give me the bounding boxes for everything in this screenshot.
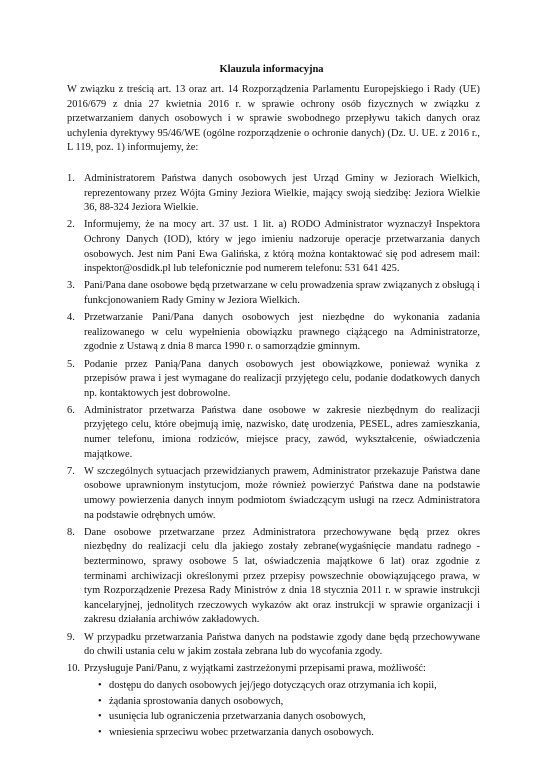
clause-number: 10. <box>67 663 80 675</box>
bullet-icon: • <box>98 679 102 691</box>
clause-text: Pani/Pana dane osobowe będą przetwarzane w celu prowadzenia spraw związanych z obsługą i funkcjonowaniem Rady Gminy w Jeziora Wielkich. <box>84 280 480 306</box>
clause-text: W szczególnych sytuacjach przewidzianych prawem, Administrator przekazuje Państwa dane osobowe uprawnionym instytucjom, może również powierzyć Państwa dane na podstawie umowy powierzenia danych innym podmiotom świadczącym usługi na rzecz Administratora na podstawie odrębnych umów. <box>84 465 480 521</box>
bullet-icon: • <box>98 726 102 738</box>
clause-item <box>67 172 480 216</box>
rights-item <box>98 726 480 741</box>
clause-number: 3. <box>67 280 75 292</box>
clause-item <box>67 526 480 628</box>
rights-text: żądania sprostowania danych osobowych, <box>109 695 284 707</box>
clause-item <box>67 662 480 740</box>
clause-item <box>67 218 480 276</box>
clause-number: 2. <box>67 219 75 231</box>
clause-number: 4. <box>67 312 75 324</box>
clause-item <box>67 279 480 308</box>
clause-item <box>67 404 480 462</box>
clause-text: Przysługuje Pani/Panu, z wyjątkami zastrzeżonymi przepisami prawa, możliwość: <box>84 663 426 675</box>
clause-number: 9. <box>67 631 75 643</box>
bullet-icon: • <box>98 711 102 723</box>
clause-item <box>67 465 480 523</box>
clause-text: Informujemy, że na mocy art. 37 ust. 1 lit. a) RODO Administrator wyznaczył Inspektora Ochrony Danych (IOD), który w jego imieniu nadzoruje operacje przetwarzania danych osobowych. Jest nim Pani Ewa Galińska, z którą można kontaktować się pod adresem mail: inspektor@osdidk.pl lub telefonicznie pod numerem telefonu: 531 641 425. <box>84 219 480 275</box>
document-title: Klauzula informacyjna <box>219 64 324 75</box>
rights-text: dostępu do danych osobowych jej/jego dotyczących oraz otrzymania ich kopii, <box>109 679 437 691</box>
clause-text: W przypadku przetwarzania Państwa danych na podstawie zgody dane będą przechowywane do chwili ustania celu w jakim została zebrana lub do wycofania zgody. <box>84 631 480 658</box>
clause-item <box>67 358 480 402</box>
clause-number: 1. <box>67 173 75 184</box>
rights-item <box>98 695 480 710</box>
intro-paragraph: W związku z treścią art. 13 oraz art. 14 Rozporządzenia Parlamentu Europejskiego i Rady (UE) 2016/679 z dnia 27 kwietnia 2016 r. w sprawie ochrony osób fizycznych w związku z przetwarzaniem danych osobowych i w sprawie swobodnego przepływu takich danych oraz uchylenia dyrektywy 95/46/WE (ogólne rozporządzenie o ochronie danych) (Dz. U. UE. z 2016 r., L 119, poz. 1) informujemy, że: <box>67 84 480 154</box>
clause-number: 7. <box>67 465 75 477</box>
clause-text: Przetwarzanie Pani/Pana danych osobowych jest niezbędne do wykonania zadania realizowanego w celu wypełnienia obowiązku prawnego ciążącego na Administratorze, zgodnie z Ustawą z dnia 8 marca 1990 r. o samorządzie gminnym. <box>84 312 480 353</box>
bullet-icon: • <box>98 695 102 707</box>
clause-text: Administrator przetwarza Państwa dane osobowe w zakresie niezbędnym do realizacji przyjętego celu, które obejmują imię, nazwisko, datę urodzenia, PESEL, adres zamieszkania, numer telefonu, imiona rodziców, miejsce pracy, zawód, wykształcenie, oświadczenia majątkowe. <box>84 404 480 460</box>
rights-text: usunięcia lub ograniczenia przetwarzania danych osobowych, <box>109 711 366 723</box>
rights-item <box>98 679 480 694</box>
clause-text: Administratorem Państwa danych osobowych jest Urząd Gminy w Jeziorach Wielkich, reprezentowany przez Wójta Gminy Jeziora Wielkie, mający swoją siedzibę: Jeziora Wielkie 36, 88-324 Jeziora Wielkie. <box>84 173 480 214</box>
clause-item <box>67 631 480 660</box>
rights-list <box>84 679 480 740</box>
clause-number: 8. <box>67 526 75 538</box>
clause-number: 5. <box>67 358 75 370</box>
rights-item <box>98 710 480 725</box>
clause-text: Podanie przez Panią/Pana danych osobowych jest obowiązkowe, ponieważ wynika z przepisów prawa i jest wymagane do realizacji przyjętego celu, podanie dodatkowych danych np. kontaktowych jest dobrowolne. <box>84 358 480 399</box>
clause-text: Dane osobowe przetwarzane przez Administratora przechowywane będą przez okres niezbędny do realizacji celu dla jakiego zostały zebrane(wygaśnięcie mandatu radnego -bezterminowo, sprawy osobowe 5 lat, oświadczenia majątkowe 6 lat) oraz zgodnie z terminami archiwizacji określonymi przez przepisy powszechnie obowiązującego prawa, w tym Rozporządzenie Prezesa Rady Ministrów z dnia 18 stycznia 2011 r. w sprawie instrukcji kancelaryjnej, jednolitych rzeczowych wykazów akt oraz instrukcji w sprawie organizacji i zakresu działania archiwów zakładowych. <box>84 526 480 626</box>
clause-item <box>67 311 480 355</box>
clause-list <box>67 172 480 743</box>
rights-text: wniesienia sprzeciwu wobec przetwarzania danych osobowych. <box>109 726 374 738</box>
clause-number: 6. <box>67 404 75 416</box>
